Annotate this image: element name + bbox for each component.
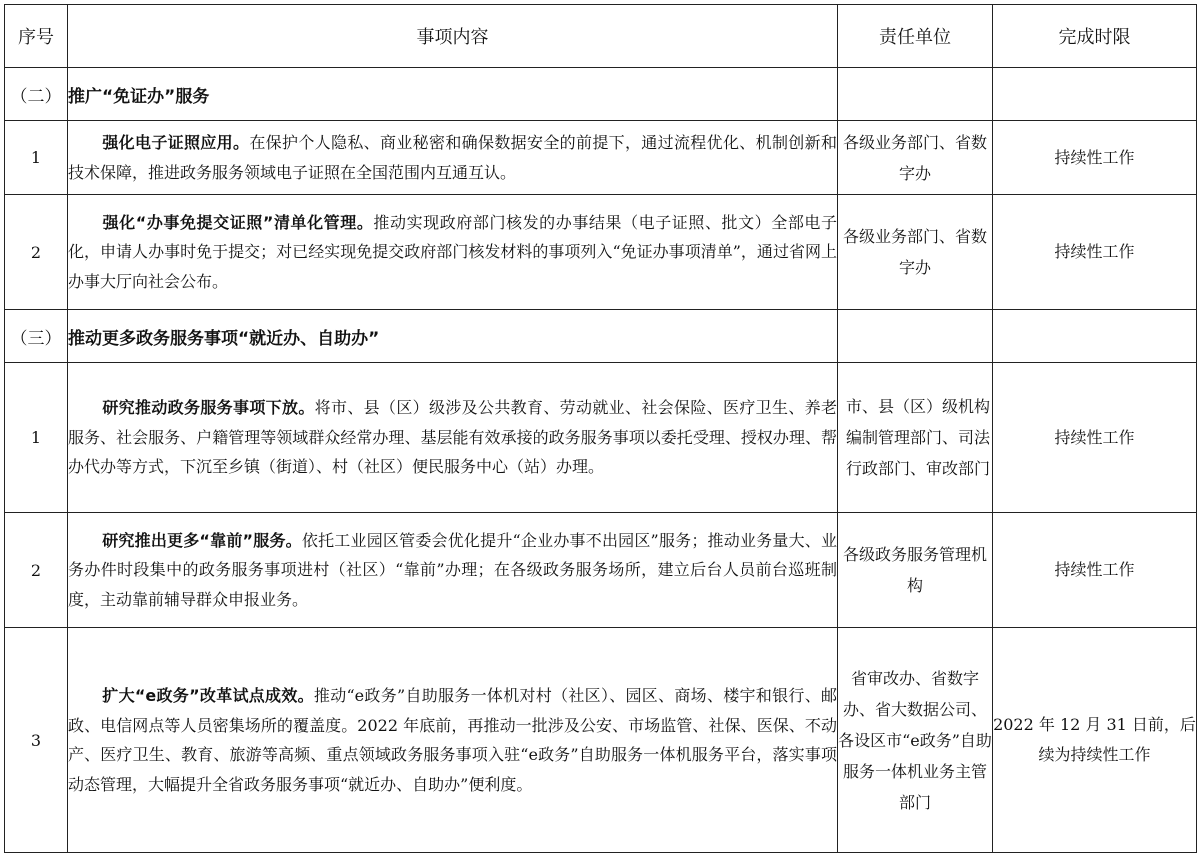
table-header-row: [5, 5, 1197, 68]
item-number: 1: [5, 363, 68, 513]
item-body: 推动“e政务”自助服务一体机对村（社区）、园区、商场、楼宇和银行、邮政、电信网点等人员密集场所的覆盖度。2022 年底前，再推动一批涉及公安、市场监管、社保、医保、不动产、医疗卫生、教育、旅游等高频、重点领域政务服务事项入驻“e政务”自助服务一体机服务平台，落实事项动态管理，大幅提升全省政务服务事项“就近办、自助办”便利度。: [68, 686, 837, 794]
item-deadline: 持续性工作: [993, 513, 1197, 628]
section-deadline-empty: [993, 310, 1197, 363]
item-body: 依托工业园区管委会优化提升“企业办事不出园区”服务；推动业务量大、业务办件时段集中的政务服务事项进村（社区）“靠前”办理；在各级政务服务场所，建立后台人员前台巡班制度，主动靠前辅导群众申报业务。: [68, 530, 837, 609]
item-unit: 市、县（区）级机构编制管理部门、司法行政部门、审改部门: [838, 363, 993, 513]
section-number: （三）: [5, 310, 68, 363]
section-unit-empty: [838, 310, 993, 363]
item-number: 3: [5, 628, 68, 853]
item-body: 推动实现政府部门核发的办事结果（电子证照、批文）全部电子化，申请人办事时免于提交；对已经实现免提交政府部门核发材料的事项列入“免证办事项清单”，通过省网上办事大厅向社会公布。: [68, 212, 837, 291]
item-content: [68, 513, 838, 628]
item-lead: 强化“办事免提交证照”清单化管理。: [102, 212, 374, 232]
item-lead: 研究推动政务服务事项下放。: [102, 398, 315, 418]
section-deadline-empty: [993, 68, 1197, 121]
item-unit: 各级政务服务管理机构: [838, 513, 993, 628]
item-lead: 扩大“e政务”改革试点成效。: [102, 686, 314, 705]
item-unit: 各级业务部门、省数字办: [838, 121, 993, 195]
item-number: 2: [5, 513, 68, 628]
item-deadline: 2022 年 12 月 31 日前，后续为持续性工作: [993, 628, 1197, 853]
item-deadline: 持续性工作: [993, 363, 1197, 513]
header-content: 事项内容: [68, 5, 838, 68]
table-row: [5, 363, 1197, 513]
header-deadline: 完成时限: [993, 5, 1197, 68]
item-lead: 强化电子证照应用。: [102, 133, 250, 152]
header-no: 序号: [5, 5, 68, 68]
item-content: [68, 121, 838, 195]
section-row: [5, 310, 1197, 363]
item-content: [68, 628, 838, 853]
item-unit: 各级业务部门、省数字办: [838, 195, 993, 310]
section-title: 推动更多政务服务事项“就近办、自助办”: [68, 310, 838, 363]
item-lead: 研究推出更多“靠前”服务。: [102, 530, 302, 550]
item-number: 1: [5, 121, 68, 195]
task-table: [4, 4, 1197, 853]
item-body: 在保护个人隐私、商业秘密和确保数据安全的前提下，通过流程优化、机制创新和技术保障，推进政务服务领域电子证照在全国范围内互通互认。: [68, 133, 837, 182]
section-unit-empty: [838, 68, 993, 121]
item-content: [68, 195, 838, 310]
table-row: [5, 513, 1197, 628]
item-deadline: 持续性工作: [993, 195, 1197, 310]
item-number: 2: [5, 195, 68, 310]
section-row: [5, 68, 1197, 121]
item-content: [68, 363, 838, 513]
item-body: 将市、县（区）级涉及公共教育、劳动就业、社会保险、医疗卫生、养老服务、社会服务、户籍管理等领域群众经常办理、基层能有效承接的政务服务事项以委托受理、授权办理、帮办代办等方式，下沉至乡镇（街道）、村（社区）便民服务中心（站）办理。: [68, 398, 837, 477]
table-row: [5, 628, 1197, 853]
header-unit: 责任单位: [838, 5, 993, 68]
item-unit: 省审改办、省数字办、省大数据公司、各设区市“e政务”自助服务一体机业务主管部门: [838, 628, 993, 853]
section-number: （二）: [5, 68, 68, 121]
section-title: 推广“免证办”服务: [68, 68, 838, 121]
table-row: [5, 195, 1197, 310]
item-deadline: 持续性工作: [993, 121, 1197, 195]
table-row: [5, 121, 1197, 195]
